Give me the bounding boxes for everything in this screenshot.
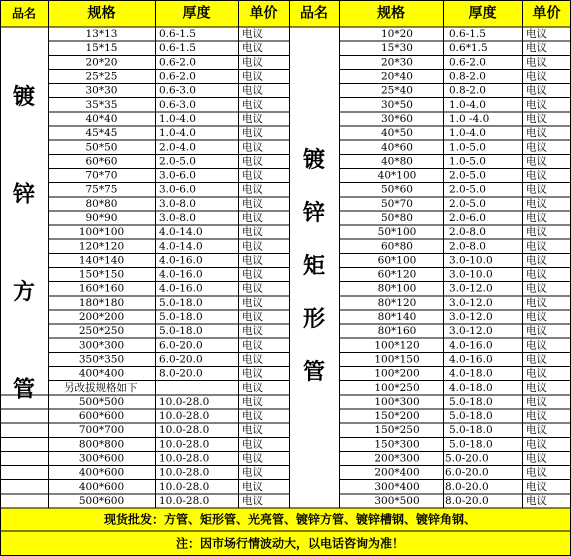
left-spec-cell: 400*400	[78, 367, 125, 380]
left-price-cell: 电议	[242, 296, 263, 309]
right-price-cell: 电议	[526, 84, 547, 97]
right-price-cell: 电议	[526, 353, 547, 366]
left-product-name-char: 镀	[12, 84, 36, 110]
right-spec-cell: 40*100	[377, 169, 417, 182]
header-thickness-right: 厚度	[468, 5, 497, 22]
right-price-cell: 电议	[526, 112, 547, 125]
left-spec-cell: 160*160	[78, 282, 125, 295]
left-spec-cell: 300*300	[78, 339, 125, 352]
left-spec-cell: 120*120	[78, 240, 125, 253]
right-spec-cell: 300*400	[374, 480, 420, 493]
right-spec-cell: 100*200	[374, 367, 420, 380]
header-name-left: 品名	[11, 6, 37, 21]
left-extra-thickness-cell: 10.0-28.0	[159, 480, 210, 493]
left-spec-cell: 180*180	[78, 296, 125, 309]
right-price-cell: 电议	[526, 127, 547, 140]
right-price-cell: 电议	[526, 325, 547, 338]
right-thickness-cell: 2.0-5.0	[449, 169, 486, 182]
right-spec-cell: 100*150	[374, 353, 420, 366]
left-thickness-cell: 4.0-14.0	[159, 240, 203, 253]
right-spec-cell: 80*140	[377, 311, 417, 324]
right-thickness-cell: 4.0-18.0	[449, 381, 493, 394]
left-spec-cell: 35*35	[85, 98, 118, 111]
right-spec-cell: 200*300	[374, 452, 420, 465]
left-extra-thickness-cell: 10.0-28.0	[159, 438, 210, 451]
right-spec-cell: 150*200	[374, 410, 420, 423]
right-price-cell: 电议	[526, 424, 547, 437]
right-spec-cell: 100*120	[374, 339, 420, 352]
left-thickness-cell: 4.0-16.0	[159, 282, 203, 295]
left-extra-price-cell: 电议	[242, 438, 263, 451]
right-thickness-cell: 0.6-1.5	[449, 28, 486, 41]
left-spec-cell: 350*350	[78, 353, 125, 366]
left-price-cell: 电议	[242, 282, 263, 295]
right-product-name-char: 矩	[302, 253, 326, 279]
right-spec-cell: 25*40	[381, 84, 413, 97]
left-extra-spec-cell: 500*600	[78, 494, 125, 507]
right-thickness-cell: 3.0-10.0	[449, 268, 493, 281]
left-thickness-cell: 1.0-4.0	[159, 127, 196, 140]
right-thickness-cell: 2.0-5.0	[449, 183, 486, 196]
left-price-cell: 电议	[242, 141, 263, 154]
header-name-right: 品名	[300, 5, 328, 22]
right-product-name-char: 管	[302, 359, 326, 385]
left-extra-thickness-cell: 10.0-28.0	[159, 410, 210, 423]
right-spec-cell: 15*30	[381, 42, 413, 55]
left-price-cell: 电议	[242, 169, 263, 182]
right-price-cell: 电议	[526, 282, 547, 295]
left-thickness-cell: 0.6-2.0	[159, 56, 196, 69]
left-thickness-cell: 5.0-18.0	[159, 311, 203, 324]
right-price-cell: 电议	[526, 410, 547, 423]
right-spec-cell: 40*60	[381, 141, 413, 154]
right-price-cell: 电议	[526, 480, 547, 493]
left-spec-cell: 100*100	[78, 226, 125, 239]
right-thickness-cell: 1.0-4.0	[449, 98, 486, 111]
left-spec-cell: 140*140	[78, 254, 125, 267]
left-thickness-cell: 0.6-3.0	[159, 84, 196, 97]
left-thickness-cell: 5.0-18.0	[159, 325, 203, 338]
left-extra-price-cell: 电议	[242, 494, 263, 507]
left-spec-cell: 25*25	[85, 70, 118, 83]
right-spec-cell: 60*80	[381, 240, 413, 253]
right-spec-cell: 300*500	[374, 494, 420, 507]
header-spec-right: 规格	[377, 5, 405, 22]
left-thickness-cell: 0.6-2.0	[159, 70, 196, 83]
left-spec-cell: 250*250	[78, 325, 125, 338]
right-thickness-cell: 2.0-6.0	[449, 211, 486, 224]
left-thickness-cell: 8.0-20.0	[159, 367, 203, 380]
right-price-cell: 电议	[526, 367, 547, 380]
left-thickness-cell: 3.0-8.0	[159, 211, 196, 224]
right-thickness-cell: 5.0-18.0	[449, 410, 493, 423]
right-thickness-cell: 1.0-5.0	[449, 141, 486, 154]
right-price-cell: 电议	[526, 211, 547, 224]
right-spec-cell: 80*160	[377, 325, 417, 338]
right-price-cell: 电议	[526, 56, 547, 69]
right-spec-cell: 30*60	[381, 112, 413, 125]
right-thickness-cell: 2.0-8.0	[449, 240, 486, 253]
right-spec-cell: 50*60	[381, 183, 413, 196]
left-price-cell: 电议	[242, 42, 263, 55]
left-price-cell: 电议	[242, 268, 263, 281]
right-price-cell: 电议	[526, 42, 547, 55]
left-spec-cell: 13*13	[85, 28, 118, 41]
right-price-cell: 电议	[526, 183, 547, 196]
left-price-cell: 电议	[242, 311, 263, 324]
left-price-cell: 电议	[242, 127, 263, 140]
left-thickness-cell: 3.0-8.0	[159, 197, 196, 210]
left-extra-price-cell: 电议	[242, 480, 263, 493]
right-spec-cell: 20*30	[381, 56, 413, 69]
left-note-cell: 另改拔规格如下	[64, 381, 138, 394]
right-spec-cell: 40*50	[381, 127, 413, 140]
left-extra-price-cell: 电议	[242, 466, 263, 479]
right-spec-cell: 40*80	[381, 155, 413, 168]
right-spec-cell: 60*100	[377, 254, 417, 267]
left-price-cell: 电议	[242, 240, 263, 253]
left-price-cell: 电议	[242, 98, 263, 111]
left-extra-spec-cell: 800*800	[78, 438, 125, 451]
footer-note-line: 注：因市场行情波动大，以电话咨询为准！	[175, 536, 405, 551]
right-product-name-char: 锌	[302, 200, 326, 226]
left-extra-price-cell: 电议	[242, 424, 263, 437]
header-thickness-left: 厚度	[182, 5, 211, 22]
left-extra-spec-cell: 400*600	[78, 480, 125, 493]
right-thickness-cell: 3.0-12.0	[449, 325, 493, 338]
left-spec-cell: 200*200	[78, 311, 125, 324]
right-price-cell: 电议	[526, 268, 547, 281]
right-thickness-cell: 3.0-12.0	[449, 311, 493, 324]
right-spec-cell: 60*120	[377, 268, 417, 281]
right-thickness-cell: 3.0-12.0	[449, 282, 493, 295]
left-spec-cell: 80*80	[85, 197, 118, 210]
right-price-cell: 电议	[526, 296, 547, 309]
left-spec-cell: 75*75	[85, 183, 118, 196]
left-price-cell: 电议	[242, 367, 263, 380]
right-price-cell: 电议	[526, 70, 547, 83]
right-spec-cell: 150*250	[374, 424, 420, 437]
right-thickness-cell: 3.0-10.0	[449, 254, 493, 267]
left-spec-cell: 30*30	[85, 84, 118, 97]
left-thickness-cell: 2.0-4.0	[159, 141, 196, 154]
left-price-cell: 电议	[242, 112, 263, 125]
right-price-cell: 电议	[526, 452, 547, 465]
left-price-cell: 电议	[242, 183, 263, 196]
left-extra-thickness-cell: 10.0-28.0	[159, 494, 210, 507]
right-product-name-char: 镀	[302, 147, 326, 173]
right-spec-cell: 30*50	[381, 98, 413, 111]
right-spec-cell: 80*120	[377, 296, 417, 309]
header-spec-left: 规格	[87, 5, 116, 22]
left-extra-spec-cell: 500*500	[78, 395, 125, 408]
left-thickness-cell: 2.0-5.0	[159, 155, 196, 168]
right-price-cell: 电议	[526, 494, 547, 507]
left-price-cell: 电议	[242, 211, 263, 224]
left-thickness-cell: 0.6-1.5	[159, 28, 196, 41]
right-price-cell: 电议	[526, 226, 547, 239]
right-thickness-cell: 2.0-5.0	[449, 197, 486, 210]
left-spec-cell: 20*20	[85, 56, 118, 69]
right-spec-cell: 200*400	[374, 466, 420, 479]
left-spec-cell: 40*40	[85, 112, 118, 125]
left-thickness-cell: 4.0-14.0	[159, 226, 203, 239]
left-thickness-cell: 5.0-18.0	[159, 296, 203, 309]
footer-stock-line: 现货批发：方管、矩形管、光亮管、镀锌方管、镀锌槽钢、镀锌角钢、	[103, 512, 477, 527]
right-thickness-cell: 1.0-5.0	[449, 155, 486, 168]
right-thickness-cell: 1.0 -4.0	[449, 112, 490, 125]
right-spec-cell: 50*80	[381, 211, 413, 224]
left-extra-spec-cell: 400*600	[78, 466, 125, 479]
left-extra-spec-cell: 300*600	[78, 452, 125, 465]
right-price-cell: 电议	[526, 28, 547, 41]
right-thickness-cell: 5.0-18.0	[449, 424, 493, 437]
right-spec-cell: 20*40	[381, 70, 413, 83]
right-price-cell: 电议	[526, 466, 547, 479]
left-price-cell: 电议	[242, 84, 263, 97]
right-spec-cell: 100*300	[374, 395, 420, 408]
left-note-price-cell: 电议	[242, 381, 263, 394]
left-product-name-char: 锌	[12, 181, 36, 208]
right-price-cell: 电议	[526, 395, 547, 408]
right-price-cell: 电议	[526, 339, 547, 352]
left-price-cell: 电议	[242, 339, 263, 352]
left-extra-price-cell: 电议	[242, 395, 263, 408]
right-thickness-cell: 6.0-20.0	[445, 466, 489, 479]
left-price-cell: 电议	[242, 28, 263, 41]
right-thickness-cell: 3.0-12.0	[449, 296, 493, 309]
right-price-cell: 电议	[526, 254, 547, 267]
right-thickness-cell: 2.0-8.0	[449, 226, 486, 239]
left-price-cell: 电议	[242, 56, 263, 69]
left-extra-thickness-cell: 10.0-28.0	[159, 466, 210, 479]
left-spec-cell: 50*50	[85, 141, 118, 154]
right-thickness-cell: 4.0-16.0	[449, 339, 493, 352]
header-price-right: 单价	[532, 5, 561, 22]
left-extra-thickness-cell: 10.0-28.0	[159, 452, 210, 465]
right-thickness-cell: 5.0-20.0	[445, 452, 489, 465]
left-extra-spec-cell: 700*700	[78, 424, 125, 437]
right-price-cell: 电议	[526, 141, 547, 154]
left-price-cell: 电议	[242, 70, 263, 83]
left-price-cell: 电议	[242, 325, 263, 338]
left-price-cell: 电议	[242, 226, 263, 239]
left-price-cell: 电议	[242, 155, 263, 168]
left-thickness-cell: 4.0-16.0	[159, 254, 203, 267]
left-price-cell: 电议	[242, 254, 263, 267]
right-thickness-cell: 0.6-2.0	[449, 56, 486, 69]
left-thickness-cell: 6.0-20.0	[159, 339, 203, 352]
left-thickness-cell: 0.6-1.5	[159, 42, 196, 55]
right-price-cell: 电议	[526, 98, 547, 111]
right-thickness-cell: 5.0-18.0	[449, 438, 493, 451]
right-thickness-cell: 8.0-20.0	[445, 480, 489, 493]
right-price-cell: 电议	[526, 197, 547, 210]
left-spec-cell: 70*70	[85, 169, 118, 182]
left-spec-cell: 45*45	[85, 127, 118, 140]
left-price-cell: 电议	[242, 197, 263, 210]
left-spec-cell: 150*150	[78, 268, 125, 281]
left-extra-spec-cell: 600*600	[78, 410, 125, 423]
right-spec-cell: 10*20	[381, 28, 413, 41]
right-spec-cell: 100*250	[374, 381, 420, 394]
right-thickness-cell: 0.6*1.5	[449, 42, 488, 55]
left-product-name-char: 方	[12, 278, 36, 305]
right-product-name-char: 形	[302, 306, 326, 332]
right-spec-cell: 50*70	[381, 197, 413, 210]
right-price-cell: 电议	[526, 155, 547, 168]
left-price-cell: 电议	[242, 353, 263, 366]
left-thickness-cell: 0.6-3.0	[159, 98, 196, 111]
left-thickness-cell: 1.0-4.0	[159, 112, 196, 125]
left-spec-cell: 15*15	[85, 42, 118, 55]
right-thickness-cell: 4.0-16.0	[449, 353, 493, 366]
right-thickness-cell: 0.8-2.0	[449, 84, 486, 97]
right-thickness-cell: 5.0-18.0	[449, 395, 493, 408]
right-thickness-cell: 1.0-4.0	[449, 127, 486, 140]
header-price-left: 单价	[249, 5, 278, 22]
right-thickness-cell: 8.0-20.0	[445, 494, 489, 507]
right-price-cell: 电议	[526, 438, 547, 451]
right-price-cell: 电议	[526, 381, 547, 394]
right-thickness-cell: 4.0-18.0	[449, 367, 493, 380]
left-extra-thickness-cell: 10.0-28.0	[159, 424, 210, 437]
left-extra-thickness-cell: 10.0-28.0	[159, 395, 210, 408]
right-price-cell: 电议	[526, 240, 547, 253]
right-spec-cell: 50*100	[377, 226, 417, 239]
left-product-name-char: 管	[12, 376, 36, 403]
left-thickness-cell: 3.0-6.0	[159, 183, 196, 196]
right-spec-cell: 80*100	[377, 282, 417, 295]
left-thickness-cell: 6.0-20.0	[159, 353, 203, 366]
right-thickness-cell: 0.8-2.0	[449, 70, 486, 83]
left-thickness-cell: 3.0-6.0	[159, 169, 196, 182]
right-price-cell: 电议	[526, 169, 547, 182]
left-extra-price-cell: 电议	[242, 452, 263, 465]
left-spec-cell: 90*90	[85, 211, 118, 224]
right-price-cell: 电议	[526, 311, 547, 324]
left-extra-price-cell: 电议	[242, 410, 263, 423]
right-spec-cell: 150*300	[374, 438, 420, 451]
left-thickness-cell: 4.0-16.0	[159, 268, 203, 281]
left-spec-cell: 60*60	[85, 155, 118, 168]
